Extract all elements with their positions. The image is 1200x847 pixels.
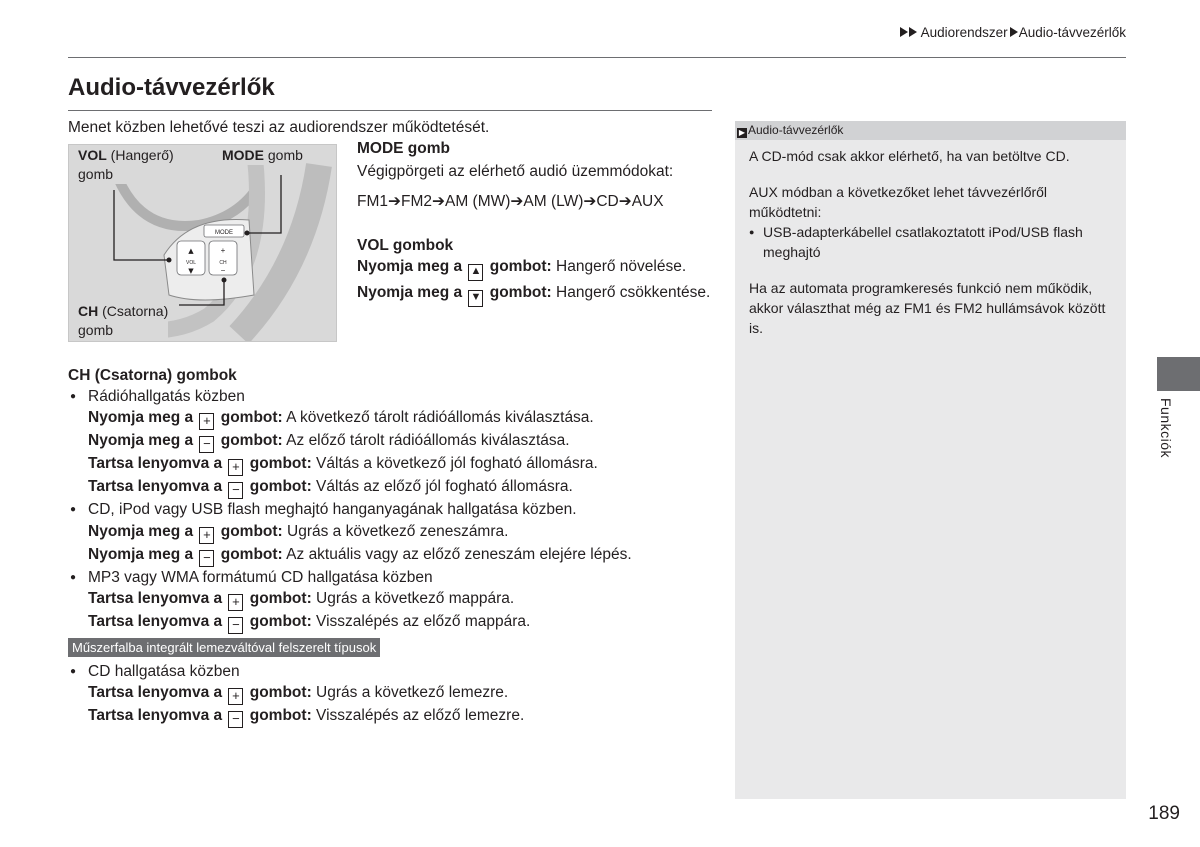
mode-button-label: MODE: [215, 230, 233, 236]
intro-text: Menet közben lehetővé teszi az audiorendszer működtetését.: [68, 119, 490, 136]
breadcrumb-item[interactable]: Audio-távvezérlők: [1018, 25, 1126, 40]
vol-up-glyph: ▲: [188, 247, 194, 255]
page-title: Audio-távvezérlők: [68, 74, 275, 101]
minus-button-icon: −: [228, 711, 243, 728]
vol-callout: VOL (Hangerő) gomb: [78, 147, 174, 182]
list-item: ● MP3 vagy WMA formátumú CD hallgatása közben: [68, 567, 718, 588]
minus-button-icon: −: [228, 482, 243, 499]
sidebar-bullet: ● USB-adapterkábellel csatlakoztatott iPod/USB flash meghajtó: [749, 222, 1112, 262]
ch-minus-glyph: −: [220, 266, 226, 275]
vol-heading: VOL gombok: [357, 237, 454, 254]
list-item: ● CD hallgatása közben: [68, 661, 718, 682]
vol-up-icon: ▲: [468, 264, 483, 281]
sidebar-notes: [735, 121, 1126, 799]
breadcrumb: [900, 25, 1126, 40]
ch-heading: CH (Csatorna) gombok: [68, 367, 237, 384]
section-tab[interactable]: [1157, 357, 1200, 391]
instruction-row: Tartsa lenyomva a + gombot: Ugrás a következő mappára.: [88, 589, 515, 609]
bullet-group: [68, 661, 718, 728]
ch-section: [68, 365, 718, 728]
sidebar-heading: ▶ Audio-távvezérlők: [735, 121, 1126, 140]
mode-sequence: FM1➔FM2➔AM (MW)➔AM (LW)➔CD➔AUX: [357, 193, 664, 210]
vol-section: [357, 237, 712, 307]
list-item: ● CD, iPod vagy USB flash meghajtó hanganyagának hallgatása közben.: [68, 499, 718, 520]
ch-plus-glyph: +: [220, 246, 226, 255]
header-divider: [68, 57, 1126, 58]
bullet-group: [68, 567, 718, 634]
cd-group: [68, 661, 718, 728]
vol-up-row: Nyomja meg a ▲ gombot: Hangerő növelése.: [357, 255, 712, 281]
arrow-right-icon: [909, 27, 917, 37]
instruction-row: Tartsa lenyomva a + gombot: Váltás a következő jól fogható állomásra.: [88, 455, 598, 475]
instruction-row: Tartsa lenyomva a + gombot: Ugrás a következő lemezre.: [88, 684, 509, 704]
mode-section: [357, 140, 712, 213]
plus-button-icon: +: [228, 459, 243, 476]
ch-callout: CH (Csatorna) gomb: [78, 303, 169, 338]
arrow-right-icon: [1010, 27, 1018, 37]
instruction-row: Tartsa lenyomva a − gombot: Visszalépés az előző mappára.: [88, 612, 531, 632]
instruction-row: Tartsa lenyomva a − gombot: Visszalépés az előző lemezre.: [88, 707, 525, 727]
section-tab-label: Funkciók: [1158, 398, 1174, 459]
tag-row: [68, 637, 718, 658]
instruction-row: Nyomja meg a − gombot: Az aktuális vagy az előző zeneszám elejére lépés.: [88, 545, 632, 565]
vol-button-label: VOL: [185, 260, 197, 266]
sidebar-paragraph: A CD-mód csak akkor elérhető, ha van betöltve CD.: [749, 148, 1070, 164]
list-item: ● Rádióhallgatás közben: [68, 386, 718, 407]
ch-groups: [68, 386, 718, 634]
steering-wheel-figure: [68, 144, 337, 342]
ch-button-label: CH: [219, 260, 227, 266]
plus-button-icon: +: [228, 688, 243, 705]
vol-down-glyph: ▼: [188, 267, 194, 275]
sidebar-paragraph: Ha az automata programkeresés funkció nem működik, akkor választhat még az FM1 és FM2 hullámsávok között is.: [749, 280, 1106, 336]
plus-button-icon: +: [199, 413, 214, 430]
instruction-row: Nyomja meg a − gombot: Az előző tárolt rádióállomás kiválasztása.: [88, 432, 570, 452]
instruction-row: Nyomja meg a + gombot: A következő tárolt rádióállomás kiválasztása.: [88, 409, 594, 429]
minus-button-icon: −: [199, 550, 214, 567]
breadcrumb-item[interactable]: Audiorendszer: [920, 25, 1008, 40]
title-divider: [68, 110, 712, 111]
mode-text: Végigpörgeti az elérhető audió üzemmódokat:: [357, 163, 674, 180]
plus-button-icon: +: [228, 594, 243, 611]
minus-button-icon: −: [199, 436, 214, 453]
model-tag: Műszerfalba integrált lemezváltóval felszerelt típusok: [68, 638, 380, 657]
note-icon: ▶: [738, 128, 746, 137]
instruction-row: Tartsa lenyomva a − gombot: Váltás az előző jól fogható állomásra.: [88, 478, 573, 498]
minus-button-icon: −: [228, 617, 243, 634]
bullet-group: [68, 386, 718, 499]
vol-down-icon: ▼: [468, 290, 483, 307]
plus-button-icon: +: [199, 527, 214, 544]
sidebar-paragraph: AUX módban a következőket lehet távvezérlőről működtetni:: [749, 184, 1048, 220]
bullet-group: [68, 499, 718, 566]
mode-heading: MODE gomb: [357, 140, 450, 157]
instruction-row: Nyomja meg a + gombot: Ugrás a következő zeneszámra.: [88, 522, 509, 542]
page-number: 189: [1148, 803, 1180, 824]
vol-down-row: Nyomja meg a ▼ gombot: Hangerő csökkentése.: [357, 281, 712, 307]
mode-callout: MODE gomb: [222, 147, 303, 163]
arrow-right-icon: [900, 27, 908, 37]
